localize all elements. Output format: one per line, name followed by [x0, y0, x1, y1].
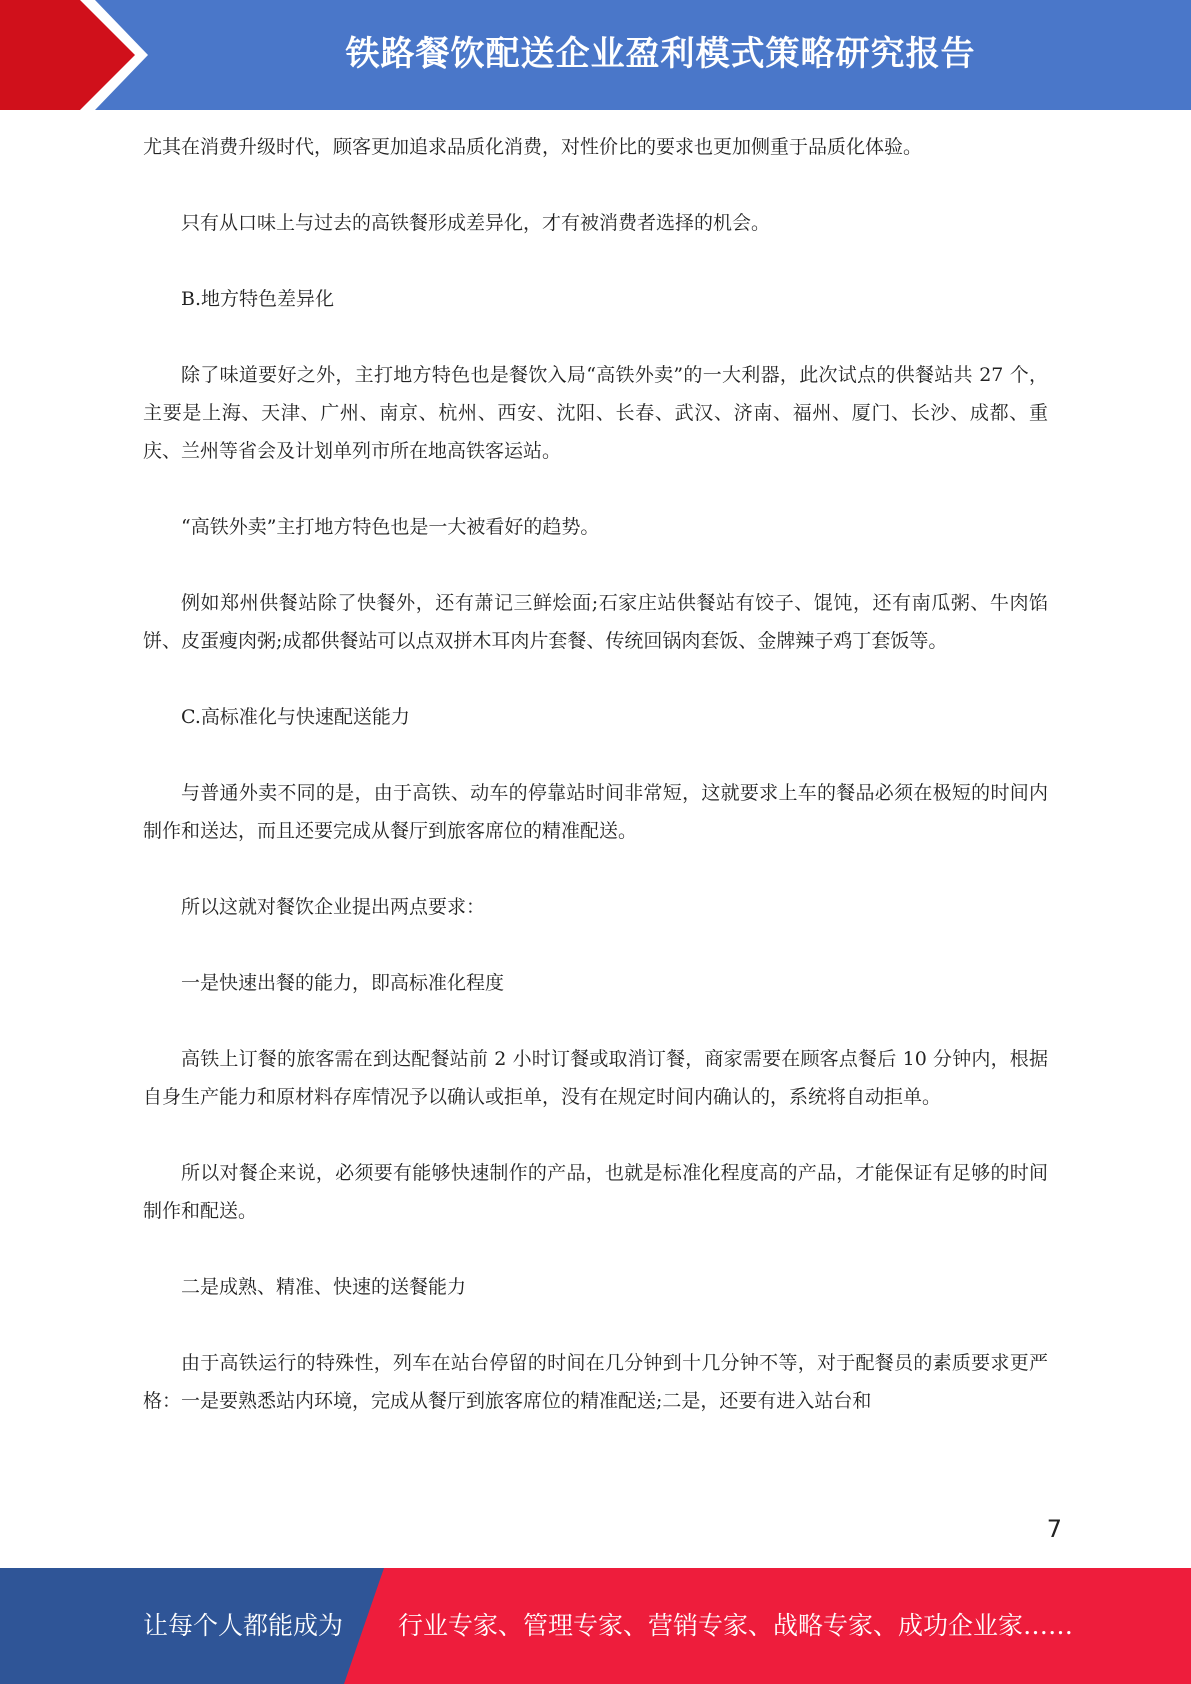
paragraph: 只有从口味上与过去的高铁餐形成差异化，才有被消费者选择的机会。 [181, 212, 771, 234]
paragraph: 高铁上订餐的旅客需在到达配餐站前 2 小时订餐或取消订餐，商家需要在顾客点餐后 10 分钟内，根据自身生产能力和原材料存库情况予以确认或拒单，没有在规定时间内确认的，系统将自动拒单。 [143, 1048, 1048, 1108]
page-number: 7 [1046, 1515, 1062, 1543]
document-body [143, 128, 1048, 1458]
paragraph: 与普通外卖不同的是，由于高铁、动车的停靠站时间非常短，这就要求上车的餐品必须在极短的时间内制作和送达，而且还要完成从餐厅到旅客席位的精准配送。 [143, 782, 1048, 842]
paragraph: 所以对餐企来说，必须要有能够快速制作的产品，也就是标准化程度高的产品，才能保证有足够的时间制作和配送。 [143, 1162, 1048, 1222]
header-title: 铁路餐饮配送企业盈利模式策略研究报告 [345, 34, 976, 74]
section-heading: B.地方特色差异化 [181, 288, 335, 310]
page-footer [0, 1568, 1191, 1684]
sub-heading: 一是快速出餐的能力，即高标准化程度 [181, 972, 505, 994]
footer-slogan-right: 行业专家、管理专家、营销专家、战略专家、成功企业家…… [398, 1611, 1074, 1640]
paragraph: 由于高铁运行的特殊性，列车在站台停留的时间在几分钟到十几分钟不等，对于配餐员的素质要求更严格：一是要熟悉站内环境，完成从餐厅到旅客席位的精准配送;二是，还要有进入站台和 [143, 1352, 1048, 1412]
paragraph: 所以这就对餐饮企业提出两点要求： [181, 896, 486, 918]
paragraph: 例如郑州供餐站除了快餐外，还有萧记三鲜烩面;石家庄站供餐站有饺子、馄饨，还有南瓜粥、牛肉馅饼、皮蛋瘦肉粥;成都供餐站可以点双拼木耳肉片套餐、传统回锅肉套饭、金牌辣子鸡丁套饭等。 [143, 592, 1048, 652]
paragraph: 除了味道要好之外，主打地方特色也是餐饮入局“高铁外卖”的一大利器，此次试点的供餐站共 27 个，主要是上海、天津、广州、南京、杭州、西安、沈阳、长春、武汉、济南、福州、厦门、长沙、成都、重庆、兰州等省会及计划单列市所在地高铁客运站。 [143, 364, 1048, 462]
paragraph: “高铁外卖”主打地方特色也是一大被看好的趋势。 [181, 516, 600, 538]
footer-slogan-left: 让每个人都能成为 [143, 1611, 344, 1640]
page-header [0, 0, 1191, 110]
paragraph: 尤其在消费升级时代，顾客更加追求品质化消费，对性价比的要求也更加侧重于品质化体验。 [143, 136, 923, 158]
sub-heading: 二是成熟、精准、快速的送餐能力 [181, 1276, 467, 1298]
section-heading: C.高标准化与快速配送能力 [181, 706, 410, 728]
